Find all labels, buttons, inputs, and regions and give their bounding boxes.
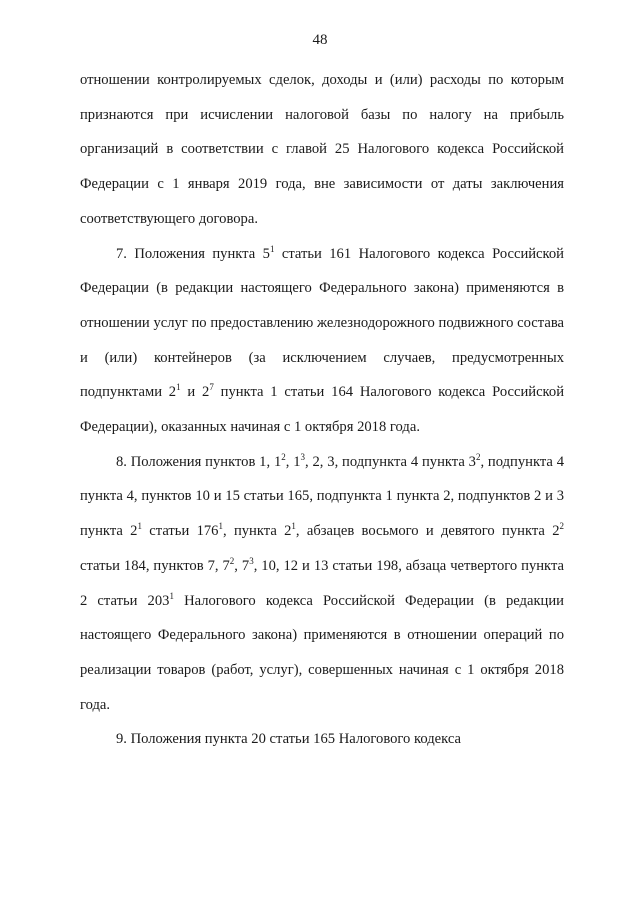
paragraph-text: и 2 bbox=[180, 384, 210, 401]
paragraph-text: , 10, 12 и 13 статьи 198, абзаца четвертого пункта 2 статьи 203 bbox=[80, 557, 564, 609]
superscript-index: 2 bbox=[559, 521, 565, 532]
paragraph-text: , абзацев восьмого и девятого пункта 2 bbox=[295, 523, 560, 540]
superscript-index: 2 bbox=[281, 451, 286, 462]
paragraph bbox=[80, 63, 564, 237]
superscript-index: 2 bbox=[475, 451, 481, 462]
superscript-index: 7 bbox=[209, 382, 214, 393]
paragraph-text: Налогового кодекса Российской Федерации (в редакции настоящего Федерального закона) применяются в отношении операций по реализации товаров (работ, услуг), совершенных начиная с 1 октября 2018 года. bbox=[80, 592, 564, 713]
superscript-index: 3 bbox=[300, 451, 306, 462]
paragraph bbox=[80, 722, 564, 757]
superscript-index: 1 bbox=[291, 521, 296, 532]
paragraph-text: статьи 184, пунктов 7, 7 bbox=[80, 557, 230, 574]
paragraph bbox=[80, 445, 564, 723]
superscript-index: 1 bbox=[218, 521, 223, 532]
superscript-index: 3 bbox=[249, 555, 254, 566]
document-body bbox=[80, 63, 564, 757]
paragraph-text: , 7 bbox=[234, 557, 250, 574]
paragraph-text: пункта 1 статьи 164 Налогового кодекса Российской Федерации), оказанных начиная с 1 октября 2018 года. bbox=[80, 384, 565, 436]
paragraph-text: 8. Положения пунктов 1, 1 bbox=[116, 453, 282, 470]
paragraph-text: , подпункта 4 пункта 4, пунктов 10 и 15 статьи 165, подпункта 1 пункта 2, подпунктов 2 и 3 пункта 2 bbox=[80, 453, 564, 540]
paragraph-text: статьи 161 Налогового кодекса Российской Федерации (в редакции настоящего Федерального закона) применяются в отношении услуг по предоставлению железнодорожного подвижного состава и (или) контейнеров (за исключением случаев, предусмотренных подпунктами 2 bbox=[80, 245, 564, 401]
paragraph bbox=[80, 237, 564, 445]
superscript-index: 1 bbox=[137, 521, 142, 532]
paragraph-text: , 2, 3, подпункта 4 пункта 3 bbox=[305, 453, 476, 470]
paragraph-text: , 1 bbox=[285, 453, 301, 470]
superscript-index: 1 bbox=[169, 590, 174, 601]
page-number: 48 bbox=[312, 32, 328, 48]
paragraph-text: 9. Положения пункта 20 статьи 165 Налогового кодекса bbox=[116, 731, 461, 748]
superscript-index: 1 bbox=[176, 382, 181, 393]
superscript-index: 2 bbox=[229, 555, 235, 566]
paragraph-text: отношении контролируемых сделок, доходы и (или) расходы по которым признаются при исчислении налоговой базы по налогу на прибыль организаций в соответствии с главой 25 Налогового кодекса Российской Федерации с 1 января 2019 года, вне зависимости от даты заключения соответствующего договора. bbox=[80, 72, 564, 227]
paragraph-text: статьи 176 bbox=[141, 523, 219, 540]
superscript-index: 1 bbox=[269, 243, 275, 254]
paragraph-text: , пункта 2 bbox=[222, 523, 292, 540]
paragraph-text: 7. Положения пункта 5 bbox=[116, 245, 270, 262]
